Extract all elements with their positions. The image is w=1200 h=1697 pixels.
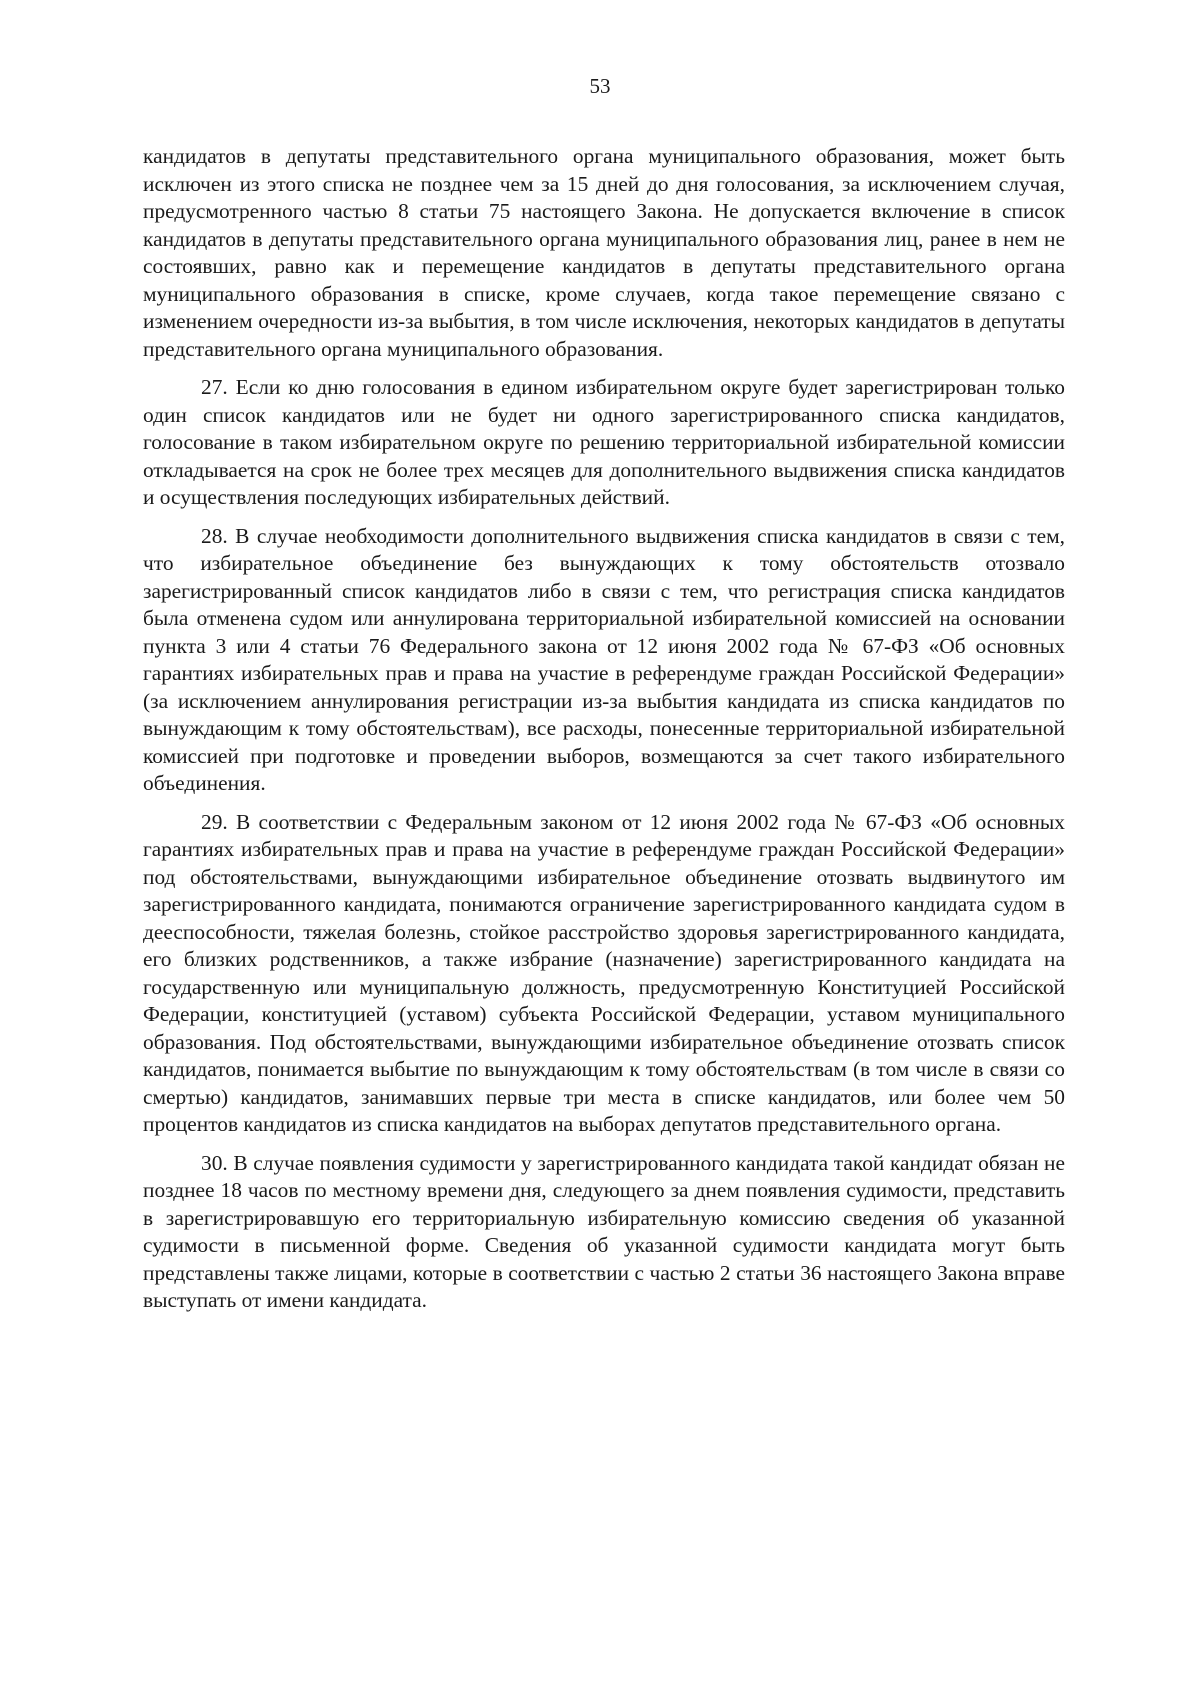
document-body [143,143,1065,1326]
paragraph-item-27: 27. Если ко дню голосования в едином избирательном округе будет зарегистрирован только один список кандидатов или не будет ни одного зарегистрированного списка кандидатов, голосование в таком избирательном округе по решению территориальной избирательной комиссии откладывается на срок не более трех месяцев для дополнительного выдвижения списка кандидатов и осуществления последующих избирательных действий. [143,375,1065,509]
page-number: 53 [589,74,611,98]
paragraph-item-28: 28. В случае необходимости дополнительного выдвижения списка кандидатов в связи с тем, что избирательное объединение без вынуждающих к тому обстоятельств отозвало зарегистрированный список кандидатов либо в связи с тем, что регистрация списка кандидатов была отменена судом или аннулирована территориальной избирательной комиссией на основании пункта 3 или 4 статьи 76 Федерального закона от 12 июня 2002 года № 67-ФЗ «Об основных гарантиях избирательных прав и права на участие в референдуме граждан Российской Федерации» (за исключением аннулирования регистрации из-за выбытия кандидата из списка кандидатов по вынуждающим к тому обстоятельствам), все расходы, понесенные территориальной избирательной комиссией при подготовке и проведении выборов, возмещаются за счет такого избирательного объединения. [143,523,1065,795]
paragraph-item-29: 29. В соответствии с Федеральным законом от 12 июня 2002 года № 67-ФЗ «Об основных гарантиях избирательных прав и права на участие в референдуме граждан Российской Федерации» под обстоятельствами, вынуждающими избирательное объединение отозвать выдвинутого им зарегистрированного кандидата, понимаются ограничение зарегистрированного кандидата судом в дееспособности, тяжелая болезнь, стойкое расстройство здоровья зарегистрированного кандидата, его близких родственников, а также избрание (назначение) зарегистрированного кандидата на государственную или муниципальную должность, предусмотренную Конституцией Российской Федерации, конституцией (уставом) субъекта Российской Федерации, уставом муниципального образования. Под обстоятельствами, вынуждающими избирательное объединение отозвать список кандидатов, понимается выбытие по вынуждающим к тому обстоятельствам (в том числе в связи со смертью) кандидатов, занимавших первые три места в списке кандидатов, или более чем 50 процентов кандидатов из списка кандидатов на выборах депутатов представительного органа. [143,809,1065,1136]
paragraph-item-30: 30. В случае появления судимости у зарегистрированного кандидата такой кандидат обязан не позднее 18 часов по местному времени дня, следующего за днем появления судимости, представить в зарегистрировавшую его территориальную избирательную комиссию сведения об указанной судимости в письменной форме. Сведения об указанной судимости кандидата могут быть представлены также лицами, которые в соответствии с частью 2 статьи 36 настоящего Закона вправе выступать от имени кандидата. [143,1150,1065,1312]
paragraph-continuation: кандидатов в депутаты представительного органа муниципального образования, может быть исключен из этого списка не позднее чем за 15 дней до дня голосования, за исключением случая, предусмотренного частью 8 статьи 75 настоящего Закона. Не допускается включение в список кандидатов в депутаты представительного органа муниципального образования лиц, ранее в нем не состоявших, равно как и перемещение кандидатов в депутаты представительного органа муниципального образования в списке, кроме случаев, когда такое перемещение связано с изменением очередности из-за выбытия, в том числе исключения, некоторых кандидатов в депутаты представительного органа муниципального образования. [143,144,1065,361]
